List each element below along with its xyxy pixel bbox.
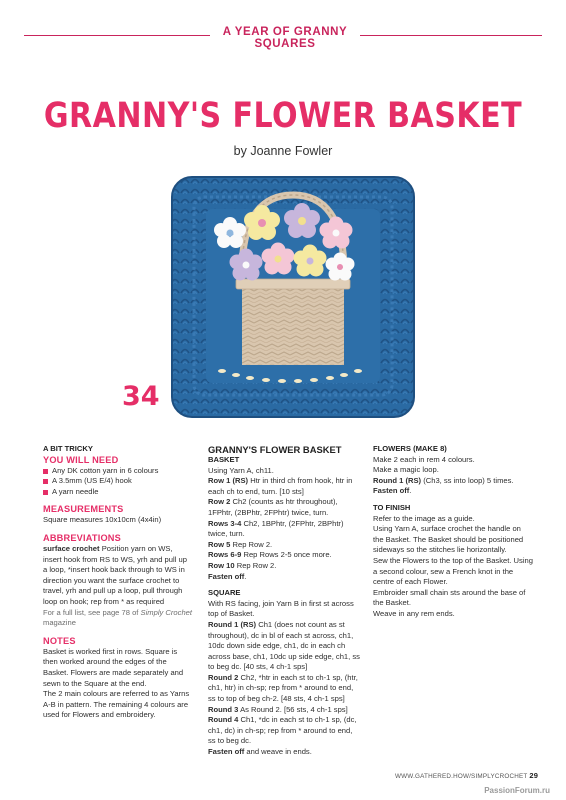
fasten-off: Fasten off and weave in ends. (208, 747, 312, 757)
pattern-round: Round 1 (RS) Ch1 (does not count as st throughout), dc in bl of each st across, ch1, 10dc down side edge, ch1, dc in each ch across base, ch1, 10dc up side edge, ch1, ss to beg dc. [40 sts, 4 ch-1 sps] (208, 619, 360, 672)
list-item: A yarn needle (43, 487, 193, 498)
abbreviations-heading: ABBREVIATIONS (43, 532, 121, 543)
measurements-text: Square measures 10x10cm (4x4in) (43, 515, 162, 525)
difficulty-label: A BIT TRICKY (43, 444, 93, 453)
column-finishing (373, 444, 533, 620)
pattern-number: 34 (122, 381, 160, 412)
header-rule-left (24, 35, 210, 36)
page-footer (395, 771, 539, 780)
pattern-row: Rows 6-9 Rep Rows 2-5 once more. (208, 550, 332, 560)
finish-paragraph: Sew the Flowers to the top of the Basket. Using a second colour, sew a French knot in the centre of each Flower. (373, 555, 533, 587)
page-number: 29 (529, 771, 539, 780)
finish-paragraph: Using Yarn A, surface crochet the handle on the Basket. The Basket should be positioned sideways so the stitches lie horizontally. (373, 524, 524, 555)
basket-intro: Using Yarn A, ch11. (208, 465, 274, 475)
list-item: A 3.5mm (US E/4) hook (43, 476, 193, 487)
pattern-row: Row 1 (RS) Htr in third ch from hook, htr in each ch to end, turn. [10 sts] (208, 476, 353, 496)
fasten-off: Fasten off. (373, 486, 412, 496)
bullet-square-icon (43, 490, 48, 495)
pattern-round: Round 2 Ch2, *htr in each st to ch-1 sp, (htr, ch1, htr) in ch-sp; rep from * around to end, ss to top of beg ch-2. [48 sts, 4 ch-1 sps] (208, 672, 358, 704)
column-materials (43, 444, 193, 721)
list-item: Any DK cotton yarn in 6 colours (43, 466, 193, 477)
pattern-section-title: GRANNY'S FLOWER BASKET (208, 444, 342, 455)
notes-heading: NOTES (43, 635, 76, 646)
abbreviations-reference: For a full list, see page 78 of Simply Crochet magazine (43, 607, 192, 628)
bullet-square-icon (43, 469, 48, 474)
flowers-line: Make 2 each in rem 4 colours. (373, 454, 475, 464)
flowers-heading: FLOWERS (MAKE 8) (373, 444, 447, 453)
pattern-row: Row 10 Rep Row 2. (208, 560, 277, 570)
watermark: PassionForum.ru (484, 786, 550, 795)
pattern-round: Round 4 Ch1, *dc in each st to ch-1 sp, (dc, ch1, dc) in ch-sp; rep from * around to end, ss to beg dc. (208, 715, 357, 746)
series-title: A YEAR OF GRANNY SQUARES (222, 26, 348, 50)
pattern-row: Row 2 Ch2 (counts as htr throughout), 1FPhtr, (2BPhtr, 2FPhtr) twice, turn. (208, 497, 338, 517)
finish-paragraph: Refer to the image as a guide. (373, 513, 475, 523)
square-heading: SQUARE (208, 588, 241, 598)
abbreviation-entry: surface crochet Position yarn on WS, insert hook from RS to WS, yrh and pull up a loop, *insert hook back through to WS in direction you want the surface crochet to travel, yrh and pull up a loop, pull through loop on hook; rep from * as required (43, 543, 187, 606)
basket-heading: BASKET (208, 455, 240, 464)
bullet-square-icon (43, 479, 48, 484)
notes-paragraph: The 2 main colours are referred to as Yarns A-B in pattern. The remaining 4 colours are used for Flowers and embroidery. (43, 689, 190, 720)
byline: by Joanne Fowler (233, 144, 333, 158)
granny-square-photo (170, 175, 416, 419)
basket-rim (236, 279, 350, 289)
header-rule-right (360, 35, 542, 36)
finish-paragraph: Embroider small chain sts around the base of the Basket. (373, 587, 526, 608)
page-header (0, 26, 566, 50)
pattern-round: Round 3 As Round 2. [56 sts, 4 ch-1 sps] (208, 704, 348, 714)
footer-url[interactable]: WWW.GATHERED.HOW/SIMPLYCROCHET (395, 773, 528, 780)
pattern-row: Rows 3-4 Ch2, 1BPhtr, (2FPhtr, 2BPhtr) twice, turn. (208, 518, 344, 539)
flowers-line: Make a magic loop. (373, 465, 439, 475)
pattern-round: Round 1 (RS) (Ch3, ss into loop) 5 times. (373, 475, 514, 485)
basket-body (242, 285, 344, 365)
finish-paragraph: Weave in any rem ends. (373, 608, 455, 618)
column-pattern (208, 444, 362, 758)
measurements-heading: MEASUREMENTS (43, 504, 124, 515)
notes-paragraph: Basket is worked first in rows. Square is then worked around the edges of the Basket. Flowers are made separately and sewn to the Square at the end. (43, 646, 184, 688)
materials-list (43, 466, 193, 498)
pattern-row: Row 5 Rep Row 2. (208, 539, 273, 549)
square-intro: With RS facing, join Yarn B in first st across top of Basket. (208, 598, 354, 619)
fasten-off: Fasten off. (208, 571, 247, 581)
you-will-need-heading: YOU WILL NEED (43, 454, 119, 465)
finish-heading: TO FINISH (373, 502, 411, 512)
pattern-title: GRANNY'S FLOWER BASKET (43, 96, 523, 136)
